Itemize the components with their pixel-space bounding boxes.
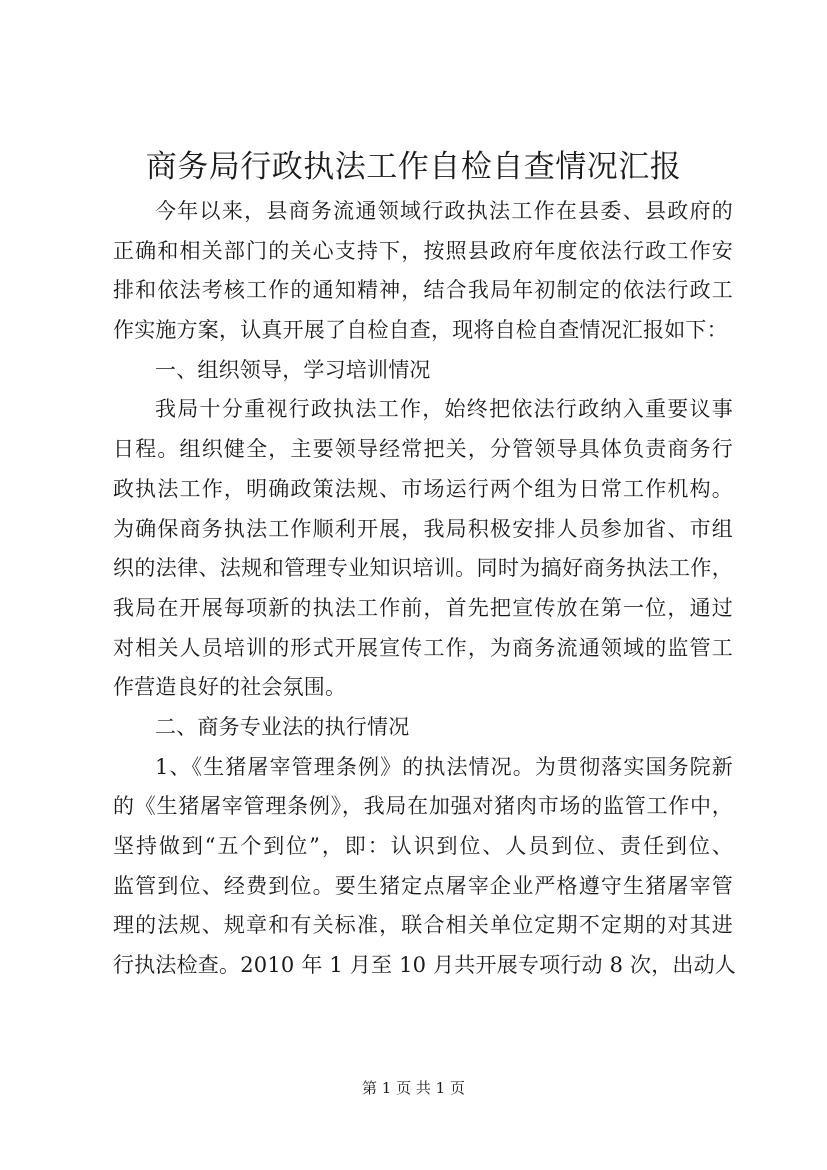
- document-body: [113, 192, 737, 986]
- body-line: 的《生猪屠宰管理条例》，我局在加强对猪肉市场的监管工作中，: [113, 794, 733, 819]
- body-line: 排和依法考核工作的通知精神，结合我局年初制定的依法行政工: [113, 278, 733, 303]
- body-line: 为确保商务执法工作顺利开展，我局积极安排人员参加省、市组: [113, 516, 733, 541]
- body-line: 我局十分重视行政执法工作，始终把依法行政纳入重要议事: [155, 397, 733, 422]
- body-line: 正确和相关部门的关心支持下，按照县政府年度依法行政工作安: [113, 238, 733, 263]
- document-title: 商务局行政执法工作自检自查情况汇报: [145, 149, 682, 185]
- body-line: 作营造良好的社会氛围。: [113, 675, 347, 700]
- body-line: 作实施方案，认真开展了自检自查，现将自检自查情况汇报如下：: [113, 318, 728, 343]
- body-line: 理的法规、规章和有关标准，联合相关单位定期不定期的对其进: [113, 913, 733, 938]
- body-line: 日程。组织健全，主要领导经常把关，分管领导具体负责商务行: [113, 437, 733, 462]
- body-line: 二、商务专业法的执行情况: [155, 714, 410, 739]
- page-footer: 第 1 页 共 1 页: [362, 1079, 465, 1097]
- body-line: 坚持做到“五个到位”，即：认识到位、人员到位、责任到位、: [113, 834, 733, 858]
- body-line: 行执法检查。2010 年 1 月至 10 月共开展专项行动 8 次，出动人: [113, 953, 737, 978]
- body-line: 织的法律、法规和管理专业知识培训。同时为搞好商务执法工作，: [113, 556, 733, 581]
- body-line: 今年以来，县商务流通领域行政执法工作在县委、县政府的: [155, 199, 733, 223]
- body-line: 一、组织领导，学习培训情况: [155, 357, 431, 382]
- body-line: 监管到位、经费到位。要生猪定点屠宰企业严格遵守生猪屠宰管: [113, 873, 733, 898]
- body-line: 政执法工作，明确政策法规、市场运行两个组为日常工作机构。: [113, 476, 733, 501]
- body-line: 1、《生猪屠宰管理条例》的执法情况。为贯彻落实国务院新: [155, 754, 733, 779]
- body-line: 对相关人员培训的形式开展宣传工作，为商务流通领域的监管工: [113, 635, 733, 660]
- body-line: 我局在开展每项新的执法工作前，首先把宣传放在第一位，通过: [113, 595, 733, 620]
